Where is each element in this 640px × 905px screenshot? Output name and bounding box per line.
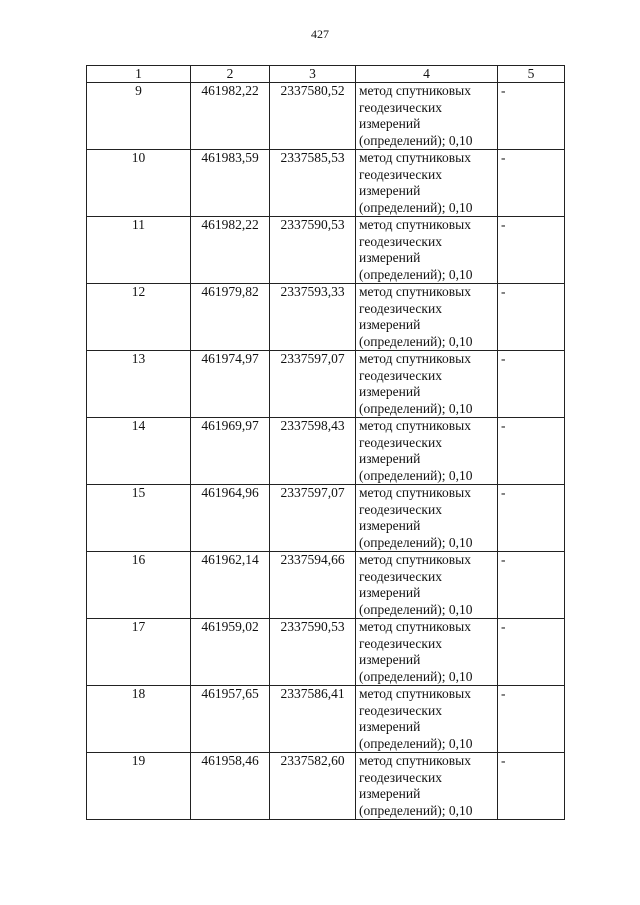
point-number-cell: 18 <box>87 686 191 753</box>
x-coordinate-cell: 461964,96 <box>191 485 270 552</box>
note-cell: - <box>498 150 565 217</box>
method-accuracy-cell: метод спутниковых геодезических измерений (определений); 0,10 <box>356 619 498 686</box>
y-coordinate-cell: 2337585,53 <box>270 150 356 217</box>
y-coordinate-cell: 2337593,33 <box>270 284 356 351</box>
point-number-cell: 9 <box>87 83 191 150</box>
header-row <box>87 66 565 83</box>
point-number-cell: 10 <box>87 150 191 217</box>
table-row <box>87 284 565 351</box>
note-cell: - <box>498 753 565 820</box>
y-coordinate-cell: 2337594,66 <box>270 552 356 619</box>
method-accuracy-cell: метод спутниковых геодезических измерений (определений); 0,10 <box>356 552 498 619</box>
header-cell-5: 5 <box>498 66 565 83</box>
table-row <box>87 217 565 284</box>
method-accuracy-cell: метод спутниковых геодезических измерений (определений); 0,10 <box>356 686 498 753</box>
table-row <box>87 619 565 686</box>
y-coordinate-cell: 2337597,07 <box>270 351 356 418</box>
table-row <box>87 418 565 485</box>
coordinates-table <box>86 65 565 820</box>
table-row <box>87 485 565 552</box>
point-number-cell: 19 <box>87 753 191 820</box>
x-coordinate-cell: 461969,97 <box>191 418 270 485</box>
y-coordinate-cell: 2337580,52 <box>270 83 356 150</box>
point-number-cell: 16 <box>87 552 191 619</box>
note-cell: - <box>498 217 565 284</box>
y-coordinate-cell: 2337590,53 <box>270 619 356 686</box>
x-coordinate-cell: 461957,65 <box>191 686 270 753</box>
method-accuracy-cell: метод спутниковых геодезических измерений (определений); 0,10 <box>356 485 498 552</box>
point-number-cell: 12 <box>87 284 191 351</box>
method-accuracy-cell: метод спутниковых геодезических измерений (определений); 0,10 <box>356 418 498 485</box>
point-number-cell: 13 <box>87 351 191 418</box>
x-coordinate-cell: 461982,22 <box>191 83 270 150</box>
method-accuracy-cell: метод спутниковых геодезических измерений (определений); 0,10 <box>356 83 498 150</box>
header-cell-2: 2 <box>191 66 270 83</box>
x-coordinate-cell: 461958,46 <box>191 753 270 820</box>
point-number-cell: 17 <box>87 619 191 686</box>
header-cell-4: 4 <box>356 66 498 83</box>
note-cell: - <box>498 485 565 552</box>
note-cell: - <box>498 686 565 753</box>
table-row <box>87 83 565 150</box>
point-number-cell: 11 <box>87 217 191 284</box>
method-accuracy-cell: метод спутниковых геодезических измерений (определений); 0,10 <box>356 150 498 217</box>
table-row <box>87 552 565 619</box>
note-cell: - <box>498 552 565 619</box>
note-cell: - <box>498 83 565 150</box>
table-body <box>87 83 565 820</box>
table-row <box>87 686 565 753</box>
note-cell: - <box>498 351 565 418</box>
note-cell: - <box>498 284 565 351</box>
y-coordinate-cell: 2337597,07 <box>270 485 356 552</box>
method-accuracy-cell: метод спутниковых геодезических измерений (определений); 0,10 <box>356 753 498 820</box>
note-cell: - <box>498 619 565 686</box>
table-header <box>87 66 565 83</box>
x-coordinate-cell: 461983,59 <box>191 150 270 217</box>
point-number-cell: 14 <box>87 418 191 485</box>
table-row <box>87 753 565 820</box>
y-coordinate-cell: 2337590,53 <box>270 217 356 284</box>
x-coordinate-cell: 461979,82 <box>191 284 270 351</box>
point-number-cell: 15 <box>87 485 191 552</box>
table-row <box>87 150 565 217</box>
method-accuracy-cell: метод спутниковых геодезических измерений (определений); 0,10 <box>356 351 498 418</box>
y-coordinate-cell: 2337586,41 <box>270 686 356 753</box>
y-coordinate-cell: 2337582,60 <box>270 753 356 820</box>
x-coordinate-cell: 461962,14 <box>191 552 270 619</box>
note-cell: - <box>498 418 565 485</box>
table-row <box>87 351 565 418</box>
x-coordinate-cell: 461974,97 <box>191 351 270 418</box>
method-accuracy-cell: метод спутниковых геодезических измерений (определений); 0,10 <box>356 284 498 351</box>
header-cell-3: 3 <box>270 66 356 83</box>
x-coordinate-cell: 461959,02 <box>191 619 270 686</box>
header-cell-1: 1 <box>87 66 191 83</box>
x-coordinate-cell: 461982,22 <box>191 217 270 284</box>
y-coordinate-cell: 2337598,43 <box>270 418 356 485</box>
method-accuracy-cell: метод спутниковых геодезических измерений (определений); 0,10 <box>356 217 498 284</box>
page-number: 427 <box>311 27 329 41</box>
